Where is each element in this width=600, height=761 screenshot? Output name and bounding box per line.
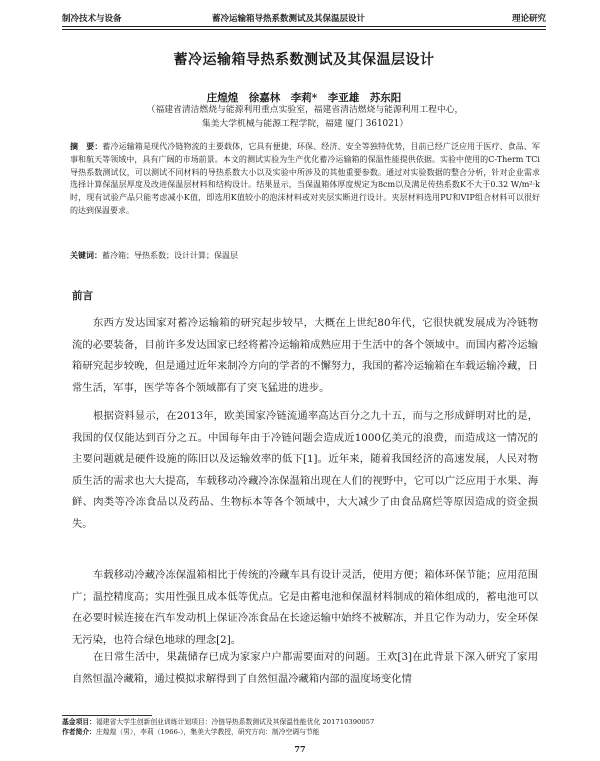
body-paragraph-3: 车载移动冷藏冷冻保温箱相比于传统的冷藏车具有设计灵活，使用方便；箱体环保节能；应用范围广；温控精度高；实用性强且成本低等优点。它是由蓄电池和保温材料制成的箱体组成的，蓄电池可以在必要时候连接在汽车发动机上保证冷冻食品在长途运输中始终不被解冻，并且它作为动力，安全环保无污染，也符合绿色地球的理念[2]。 [72, 569, 538, 646]
paper-title: 蓄冷运输箱导热系数测试及其保温层设计 [173, 52, 435, 68]
body-paragraph-4: 在日常生活中，果蔬储存已成为家家户户都需要面对的问题。王欢[3]在此背景下深入研究了家用自然恒温冷藏箱，通过模拟求解得到了自然恒温冷藏箱内部的温度场变化情 [72, 651, 538, 685]
running-header [62, 12, 546, 26]
footnote-fund [62, 718, 546, 728]
footnote-fund-label: 基金项目： [62, 718, 96, 726]
header-rule-thin [62, 29, 546, 30]
affiliation-line-2: 集美大学机械与能源工程学院，福建 厦门 361021） [201, 119, 409, 129]
header-section: 理论研究 [511, 14, 546, 24]
header-article-title: 蓄冷运输箱导热系数测试及其保温层设计 [212, 14, 366, 24]
keywords [70, 250, 540, 262]
footnote-author-text: 庄煌煌（男），李莉（1966-），集美大学教授，研究方向：制冷空调与节能 [95, 728, 320, 736]
header-journal: 制冷技术与设备 [62, 14, 122, 24]
author-list: 庄煌煌 徐嘉林 李莉* 李亚雄 苏东阳 [206, 92, 402, 104]
page-number: 77 [294, 744, 306, 754]
affiliation-line-1: （福建省清洁燃烧与能源利用重点实验室，福建省清洁燃烧与能源利用工程中心， [146, 105, 464, 115]
body-paragraph-1: 东西方发达国家对蓄冷运输箱的研究起步较早，大概在上世纪80年代，它很快就发展成为冷链物流的必要装备，目前许多发达国家已经将蓄冷运输箱成熟应用于生活中的各个领域中。而国内蓄冷运输箱研究起步较晚，但是通过近年来制冷方向的学者的不懈努力，我国的蓄冷运输箱在车载运输冷藏，日常生活，军事，医学等各个领域都有了突飞猛进的进步。 [72, 317, 538, 394]
keywords-label: 关键词： [70, 251, 102, 260]
footnote-author [62, 728, 546, 738]
footnote-fund-text: 福建省大学生创新创业训练计划项目：冷链导热系数测试及其保温性能优化 201710390057 [95, 718, 375, 726]
abstract [70, 141, 540, 218]
abstract-label: 摘 要： [70, 142, 103, 151]
keywords-text: 蓄冷箱；导热系数；设计计算；保温层 [102, 251, 238, 260]
header-rule [62, 26, 546, 27]
section-heading-intro: 前言 [72, 290, 93, 302]
abstract-text: 蓄冷运输箱是现代冷链物流的主要载体，它具有便捷、环保、经济、安全等独特优势，目前已经广泛应用于医疗、食品、军事和航天等领域中，具有广阔的市场前景。本文的测试实验为生产优化蓄冷运输箱的保温性能提供依据。实验中使用的C-Therm TCi导热系数测试仪，可以测试不同材料的导热系数大小以及实验中所涉及的其他重要参数。通过对实验数据的整合分析，针对企业需求选择计算保温层厚度及改进保温层材料和结构设计。结果显示，当保温箱体厚度规定为8cm以及满足传热系数K不大于0.32 W/m²·k时，现有试验产品只能考虑减小K值，即选用K值较小的泡沫材料或对夹层实断进行设计。夹层材料选用PU和VIP组合材料可以很好的达到保温要求。 [70, 142, 540, 215]
footnote-author-label: 作者简介： [62, 728, 96, 736]
footnote-rule [62, 715, 152, 716]
body-paragraph-2: 根据资料显示，在2013年，欧美国家冷链流通率高达百分之九十五，而与之形成鲜明对比的是，我国的仅仅能达到百分之五。中国每年由于冷链问题会造成近1000亿美元的浪费，而造成这一情况的主要问题就是硬件设施的陈旧以及运输效率的低下[1]。近年来，随着我国经济的高速发展，人民对物质生活的需求也大大提高，车载移动冷藏冷冻保温箱出现在人们的视野中，它可以广泛应用于水果、海鲜、肉类等冷冻食品以及药品、生物标本等各个领域中，大大减少了由食品腐烂等原因造成的资金损失。 [72, 410, 538, 530]
